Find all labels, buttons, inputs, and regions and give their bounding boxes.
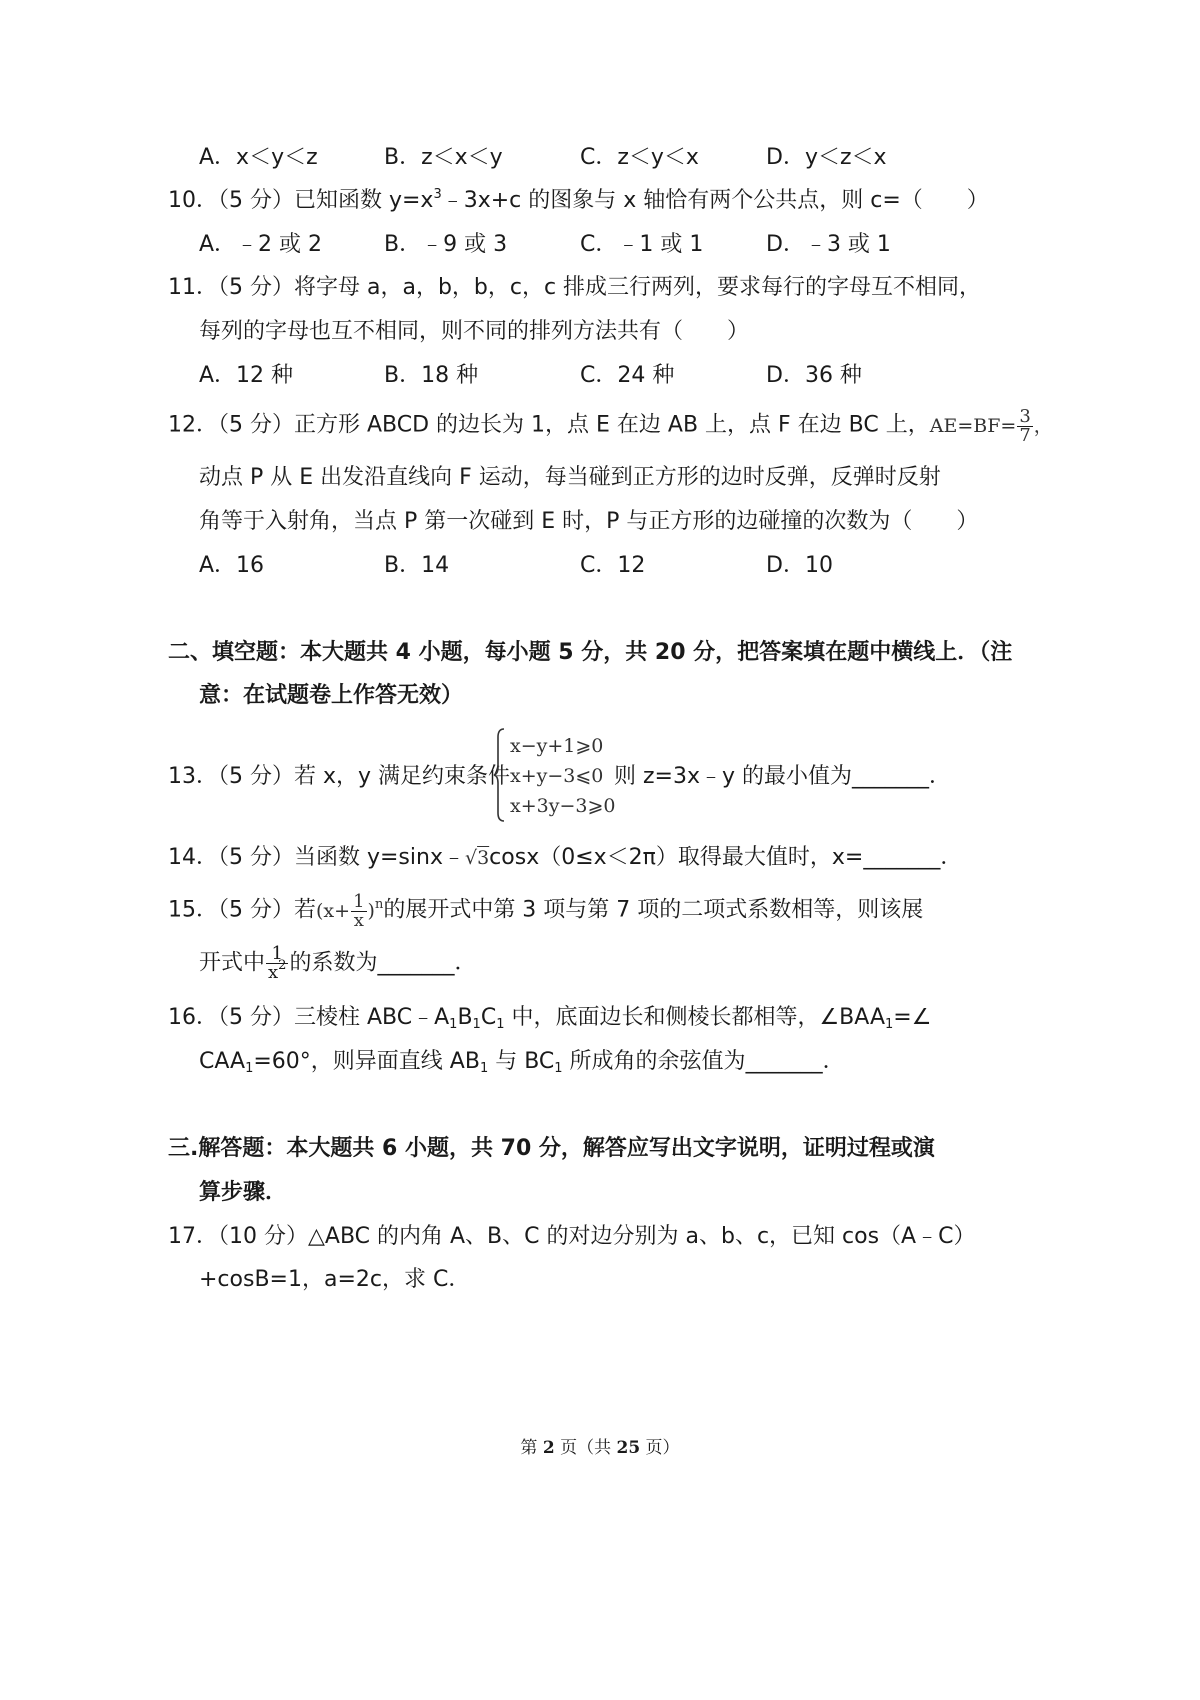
q16-line1-c: C xyxy=(480,1005,497,1030)
q16-line1-a: 16．（5 分）三棱柱 ABC﹣A xyxy=(168,1005,450,1030)
q16-line2-a: CAA xyxy=(199,1049,246,1074)
q16-sub-c1: 1 xyxy=(496,1017,505,1032)
footer-suffix: 页） xyxy=(640,1438,680,1458)
q16-line2-b: =60°，则异面直线 AB xyxy=(253,1049,480,1074)
q15-prefix: 15．（5 分）若 xyxy=(168,897,316,923)
q13-left-brace xyxy=(493,727,507,823)
q15-binomial-expression xyxy=(316,891,384,931)
q10-option-a: A．﹣2 或 2 xyxy=(199,232,323,257)
section2-heading-line1: 二、填空题：本大题共 4 小题，每小题 5 分，共 20 分，把答案填在题中横线上．（注 xyxy=(168,640,1013,665)
q15-expr-close: ) xyxy=(367,899,375,922)
q15-line2-tail: 的系数为 xyxy=(289,950,378,976)
q12-formula-ae-bf xyxy=(929,406,1053,446)
q16-line1-b: B xyxy=(457,1005,473,1030)
q16-end: ． xyxy=(822,1049,845,1074)
q16-line2-d: 所成角的余弦值为 xyxy=(562,1049,746,1074)
q16-sub-a1: 1 xyxy=(449,1017,458,1032)
q12-option-a: A．16 xyxy=(199,553,265,578)
q10-prefix: 10．（5 分）已知函数 y=x xyxy=(168,188,434,213)
q11-stem-line1: 11．（5 分）将字母 a，a，b，b，c，c 排成三行两列，要求每行的字母互不相同， xyxy=(168,275,982,300)
q17-stem-line2: +cosB=1，a=2c，求 C． xyxy=(199,1267,471,1292)
q16-stem-line2 xyxy=(199,1047,845,1077)
q15-stem-line1 xyxy=(168,893,923,930)
q16-line2-c: 与 BC xyxy=(488,1049,555,1074)
q10-option-d: D．﹣3 或 1 xyxy=(766,232,891,257)
footer-page-number: 2 xyxy=(542,1438,555,1458)
section2-heading-line2: 意：在试题卷上作答无效） xyxy=(199,683,464,708)
q15-term-denominator xyxy=(266,958,288,983)
q15-expr-denominator: x xyxy=(353,910,364,931)
q13-suffix xyxy=(614,762,951,792)
q13-constraint-3: x+3y−3⩾0 xyxy=(510,795,616,817)
q13-constraint-1: x−y+1⩾0 xyxy=(510,735,604,757)
q10-stem xyxy=(168,186,989,216)
page-footer xyxy=(0,1433,1200,1458)
q16-sub-b1: 1 xyxy=(472,1017,481,1032)
q12-fraction xyxy=(1017,408,1032,445)
q15-term-numerator: 1 xyxy=(266,945,288,964)
q11-stem-line2: 每列的字母也互不相同，则不同的排列方法共有（ ） xyxy=(199,319,750,344)
q14-end: ． xyxy=(940,845,963,870)
q9-option-a: A．x＜y＜z xyxy=(199,145,318,170)
q16-sub-caa1: 1 xyxy=(245,1061,254,1076)
q10-option-b: B．﹣9 或 3 xyxy=(384,232,508,257)
q12-stem-line2: 动点 P 从 E 出发沿直线向 F 运动，每当碰到正方形的边时反弹，反弹时反射 xyxy=(199,465,941,490)
q16-sub-bc1: 1 xyxy=(554,1061,563,1076)
q9-option-d: D．y＜z＜x xyxy=(766,145,887,170)
q12-option-b: B．14 xyxy=(384,553,450,578)
section3-heading-line1: 三.解答题：本大题共 6 小题，共 70 分，解答应写出文字说明，证明过程或演 xyxy=(168,1136,935,1161)
q17-stem-line1: 17．（10 分）△ABC 的内角 A、B、C 的对边分别为 a、b、c，已知 cos（A﹣C） xyxy=(168,1224,976,1249)
q15-expr-numerator: 1 xyxy=(353,891,365,912)
q12-formula-tail: ， xyxy=(1033,414,1053,437)
footer-middle: 页（共 xyxy=(554,1438,617,1458)
q16-answer-blank: _______ xyxy=(745,1049,823,1074)
q12-line1-text: 12．（5 分）正方形 ABCD 的边长为 1，点 E 在边 AB 上，点 F 在边 BC 上， xyxy=(168,412,930,438)
q15-term-den-power: 2 xyxy=(278,958,287,973)
footer-prefix: 第 xyxy=(520,1438,543,1458)
q12-fraction-denominator: 7 xyxy=(1019,425,1031,446)
section3-heading-line2: 算步骤． xyxy=(199,1180,288,1205)
q12-option-c: C．12 xyxy=(580,553,646,578)
q15-term-fraction xyxy=(266,945,288,982)
q12-stem-line3: 角等于入射角，当点 P 第一次碰到 E 时，P 与正方形的边碰撞的次数为（ ） xyxy=(199,509,979,534)
q15-expr-power: n xyxy=(374,896,384,912)
q13-constraint-2: x+y−3⩽0 xyxy=(510,765,604,787)
q11-option-b: B．18 种 xyxy=(384,363,479,388)
q16-sub-baa1: 1 xyxy=(885,1017,894,1032)
q11-option-a: A．12 种 xyxy=(199,363,294,388)
q15-term-den-base: x xyxy=(268,962,279,983)
q16-sub-ab1: 1 xyxy=(479,1061,489,1076)
q11-option-d: D．36 种 xyxy=(766,363,862,388)
q14-answer-blank: _______ xyxy=(863,845,941,870)
q14-radicand: 3 xyxy=(477,847,490,869)
q10-suffix: ﹣3x+c 的图象与 x 轴恰有两个公共点，则 c=（ ） xyxy=(441,188,989,213)
q15-stem-line2 xyxy=(199,945,476,982)
q9-option-b: B．z＜x＜y xyxy=(384,145,503,170)
q13-suffix-text: 则 z=3x﹣y 的最小值为 xyxy=(614,764,853,789)
q12-fraction-numerator: 3 xyxy=(1019,406,1031,427)
q14-stem xyxy=(168,843,962,873)
q15-expr-fraction xyxy=(351,893,366,930)
q15-answer-blank: _______ xyxy=(377,950,455,976)
footer-total-pages: 25 xyxy=(616,1438,641,1458)
q15-line1-tail: 的展开式中第 3 项与第 7 项的二项式系数相等，则该展 xyxy=(383,897,924,923)
q16-stem-line1 xyxy=(168,1003,931,1033)
q12-option-d: D．10 xyxy=(766,553,833,578)
q13-end: ． xyxy=(929,764,952,789)
q14-suffix: cosx（0≤x＜2π）取得最大值时，x= xyxy=(489,845,864,870)
q15-expr-open: (x+ xyxy=(316,899,351,922)
q15-line2-head: 开式中 xyxy=(199,950,266,976)
q13-constraint-system xyxy=(510,731,615,821)
q15-end: ． xyxy=(454,950,477,976)
q16-line1-e: =∠ xyxy=(893,1005,932,1030)
q14-prefix: 14．（5 分）当函数 y=sinx﹣ xyxy=(168,845,465,870)
q9-option-c: C．z＜y＜x xyxy=(580,145,699,170)
q11-option-c: C．24 种 xyxy=(580,363,675,388)
q16-line1-d: 中，底面边长和侧棱长都相等，∠BAA xyxy=(504,1005,885,1030)
q14-sqrt: √3 xyxy=(464,847,490,869)
q12-stem-line1 xyxy=(168,408,1053,445)
q10-option-c: C．﹣1 或 1 xyxy=(580,232,704,257)
q13-prefix: 13．（5 分）若 x，y 满足约束条件 xyxy=(168,764,511,789)
q10-exponent: 3 xyxy=(433,187,442,202)
q13-answer-blank: _______ xyxy=(852,764,930,789)
q12-formula-lhs: AE=BF= xyxy=(929,414,1017,437)
